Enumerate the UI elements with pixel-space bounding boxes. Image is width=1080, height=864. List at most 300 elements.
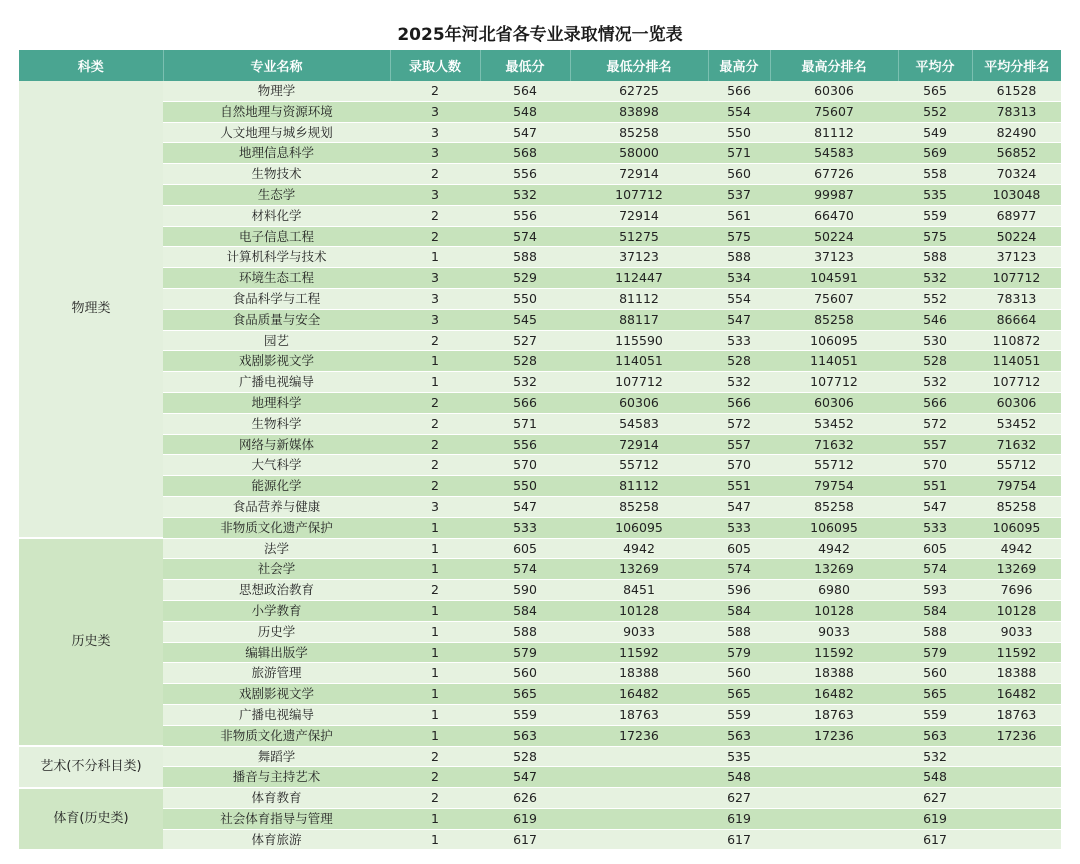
min-rank-cell: 115590 bbox=[570, 330, 708, 351]
max-score-cell: 588 bbox=[708, 247, 770, 268]
admitted-count-cell: 2 bbox=[390, 226, 480, 247]
max-score-cell: 566 bbox=[708, 81, 770, 101]
admitted-count-cell: 2 bbox=[390, 788, 480, 809]
max-score-cell: 533 bbox=[708, 330, 770, 351]
avg-score-cell: 584 bbox=[898, 600, 972, 621]
table-row bbox=[19, 642, 1061, 663]
max-rank-cell: 6980 bbox=[770, 580, 898, 601]
admitted-count-cell: 3 bbox=[390, 143, 480, 164]
min-score-cell: 550 bbox=[480, 476, 570, 497]
avg-score-cell: 549 bbox=[898, 122, 972, 143]
avg-rank-cell: 86664 bbox=[972, 309, 1061, 330]
min-score-cell: 550 bbox=[480, 288, 570, 309]
min-score-cell: 590 bbox=[480, 580, 570, 601]
avg-score-cell: 565 bbox=[898, 81, 972, 101]
major-name-cell: 小学教育 bbox=[163, 600, 390, 621]
major-name-cell: 材料化学 bbox=[163, 205, 390, 226]
admitted-count-cell: 3 bbox=[390, 122, 480, 143]
avg-score-cell: 565 bbox=[898, 684, 972, 705]
major-name-cell: 戏剧影视文学 bbox=[163, 684, 390, 705]
avg-rank-cell: 11592 bbox=[972, 642, 1061, 663]
max-score-cell: 535 bbox=[708, 746, 770, 767]
major-name-cell: 舞蹈学 bbox=[163, 746, 390, 767]
major-name-cell: 食品科学与工程 bbox=[163, 288, 390, 309]
min-rank-cell: 60306 bbox=[570, 392, 708, 413]
min-rank-cell: 11592 bbox=[570, 642, 708, 663]
table-row bbox=[19, 600, 1061, 621]
avg-score-cell: 557 bbox=[898, 434, 972, 455]
min-score-cell: 527 bbox=[480, 330, 570, 351]
major-name-cell: 计算机科学与技术 bbox=[163, 247, 390, 268]
table-row bbox=[19, 330, 1061, 351]
header-admitted-count: 录取人数 bbox=[390, 50, 480, 81]
max-score-cell: 565 bbox=[708, 684, 770, 705]
max-rank-cell: 79754 bbox=[770, 476, 898, 497]
min-rank-cell bbox=[570, 808, 708, 829]
avg-score-cell: 548 bbox=[898, 767, 972, 788]
admitted-count-cell: 2 bbox=[390, 330, 480, 351]
avg-score-cell: 559 bbox=[898, 205, 972, 226]
max-rank-cell: 60306 bbox=[770, 81, 898, 101]
min-rank-cell: 54583 bbox=[570, 413, 708, 434]
major-name-cell: 旅游管理 bbox=[163, 663, 390, 684]
min-score-cell: 528 bbox=[480, 746, 570, 767]
min-score-cell: 532 bbox=[480, 184, 570, 205]
table-row bbox=[19, 746, 1061, 767]
avg-score-cell: 552 bbox=[898, 101, 972, 122]
max-rank-cell bbox=[770, 767, 898, 788]
max-score-cell: 570 bbox=[708, 455, 770, 476]
major-name-cell: 体育教育 bbox=[163, 788, 390, 809]
max-score-cell: 537 bbox=[708, 184, 770, 205]
major-name-cell: 自然地理与资源环境 bbox=[163, 101, 390, 122]
avg-rank-cell: 79754 bbox=[972, 476, 1061, 497]
major-name-cell: 大气科学 bbox=[163, 455, 390, 476]
admitted-count-cell: 1 bbox=[390, 642, 480, 663]
min-score-cell: 584 bbox=[480, 600, 570, 621]
max-rank-cell: 106095 bbox=[770, 330, 898, 351]
table-row bbox=[19, 184, 1061, 205]
min-rank-cell: 18388 bbox=[570, 663, 708, 684]
min-rank-cell: 9033 bbox=[570, 621, 708, 642]
header-min-score: 最低分 bbox=[480, 50, 570, 81]
table-row bbox=[19, 829, 1061, 850]
min-rank-cell: 4942 bbox=[570, 538, 708, 559]
avg-score-cell: 547 bbox=[898, 496, 972, 517]
max-rank-cell: 4942 bbox=[770, 538, 898, 559]
min-rank-cell: 13269 bbox=[570, 559, 708, 580]
avg-rank-cell: 53452 bbox=[972, 413, 1061, 434]
max-score-cell: 547 bbox=[708, 496, 770, 517]
avg-score-cell: 572 bbox=[898, 413, 972, 434]
min-score-cell: 570 bbox=[480, 455, 570, 476]
min-score-cell: 579 bbox=[480, 642, 570, 663]
admitted-count-cell: 3 bbox=[390, 288, 480, 309]
avg-score-cell: 627 bbox=[898, 788, 972, 809]
max-rank-cell: 54583 bbox=[770, 143, 898, 164]
admitted-count-cell: 3 bbox=[390, 268, 480, 289]
admitted-count-cell: 1 bbox=[390, 247, 480, 268]
admitted-count-cell: 2 bbox=[390, 767, 480, 788]
header-max-score: 最高分 bbox=[708, 50, 770, 81]
min-rank-cell: 83898 bbox=[570, 101, 708, 122]
major-name-cell: 食品营养与健康 bbox=[163, 496, 390, 517]
max-score-cell: 619 bbox=[708, 808, 770, 829]
avg-rank-cell: 71632 bbox=[972, 434, 1061, 455]
max-rank-cell: 18388 bbox=[770, 663, 898, 684]
max-score-cell: 560 bbox=[708, 663, 770, 684]
min-score-cell: 605 bbox=[480, 538, 570, 559]
avg-score-cell: 559 bbox=[898, 704, 972, 725]
admitted-count-cell: 2 bbox=[390, 580, 480, 601]
table-row bbox=[19, 434, 1061, 455]
admitted-count-cell: 2 bbox=[390, 205, 480, 226]
admitted-count-cell: 1 bbox=[390, 517, 480, 538]
avg-rank-cell: 82490 bbox=[972, 122, 1061, 143]
avg-score-cell: 588 bbox=[898, 621, 972, 642]
min-rank-cell: 72914 bbox=[570, 205, 708, 226]
admitted-count-cell: 1 bbox=[390, 829, 480, 850]
table-row bbox=[19, 580, 1061, 601]
min-rank-cell: 72914 bbox=[570, 434, 708, 455]
table-row bbox=[19, 704, 1061, 725]
min-rank-cell: 85258 bbox=[570, 122, 708, 143]
min-score-cell: 547 bbox=[480, 122, 570, 143]
table-row bbox=[19, 808, 1061, 829]
table-row bbox=[19, 101, 1061, 122]
min-rank-cell: 114051 bbox=[570, 351, 708, 372]
avg-rank-cell: 110872 bbox=[972, 330, 1061, 351]
min-rank-cell: 51275 bbox=[570, 226, 708, 247]
table-row bbox=[19, 684, 1061, 705]
avg-score-cell: 579 bbox=[898, 642, 972, 663]
max-score-cell: 557 bbox=[708, 434, 770, 455]
admitted-count-cell: 1 bbox=[390, 600, 480, 621]
avg-score-cell: 574 bbox=[898, 559, 972, 580]
avg-score-cell: 593 bbox=[898, 580, 972, 601]
avg-rank-cell: 4942 bbox=[972, 538, 1061, 559]
min-rank-cell bbox=[570, 829, 708, 850]
avg-rank-cell: 114051 bbox=[972, 351, 1061, 372]
table-row bbox=[19, 372, 1061, 393]
header-avg-rank: 平均分排名 bbox=[972, 50, 1061, 81]
max-score-cell: 605 bbox=[708, 538, 770, 559]
min-score-cell: 560 bbox=[480, 663, 570, 684]
max-score-cell: 571 bbox=[708, 143, 770, 164]
admitted-count-cell: 3 bbox=[390, 496, 480, 517]
max-score-cell: 617 bbox=[708, 829, 770, 850]
avg-rank-cell: 18388 bbox=[972, 663, 1061, 684]
max-rank-cell bbox=[770, 788, 898, 809]
avg-rank-cell: 61528 bbox=[972, 81, 1061, 101]
max-rank-cell: 10128 bbox=[770, 600, 898, 621]
avg-score-cell: 546 bbox=[898, 309, 972, 330]
admitted-count-cell: 3 bbox=[390, 309, 480, 330]
avg-rank-cell: 107712 bbox=[972, 268, 1061, 289]
avg-rank-cell: 107712 bbox=[972, 372, 1061, 393]
avg-score-cell: 528 bbox=[898, 351, 972, 372]
min-score-cell: 559 bbox=[480, 704, 570, 725]
max-rank-cell: 67726 bbox=[770, 164, 898, 185]
max-rank-cell: 53452 bbox=[770, 413, 898, 434]
avg-rank-cell bbox=[972, 829, 1061, 850]
min-rank-cell: 112447 bbox=[570, 268, 708, 289]
min-score-cell: 548 bbox=[480, 101, 570, 122]
admitted-count-cell: 1 bbox=[390, 725, 480, 746]
avg-rank-cell: 103048 bbox=[972, 184, 1061, 205]
min-rank-cell: 107712 bbox=[570, 372, 708, 393]
major-name-cell: 非物质文化遗产保护 bbox=[163, 725, 390, 746]
admitted-count-cell: 3 bbox=[390, 184, 480, 205]
major-name-cell: 非物质文化遗产保护 bbox=[163, 517, 390, 538]
avg-rank-cell: 18763 bbox=[972, 704, 1061, 725]
max-rank-cell bbox=[770, 829, 898, 850]
avg-rank-cell: 70324 bbox=[972, 164, 1061, 185]
min-rank-cell: 8451 bbox=[570, 580, 708, 601]
avg-score-cell: 532 bbox=[898, 372, 972, 393]
max-score-cell: 572 bbox=[708, 413, 770, 434]
table-row bbox=[19, 455, 1061, 476]
max-rank-cell: 13269 bbox=[770, 559, 898, 580]
table-row bbox=[19, 559, 1061, 580]
admitted-count-cell: 2 bbox=[390, 81, 480, 101]
min-score-cell: 545 bbox=[480, 309, 570, 330]
major-name-cell: 历史学 bbox=[163, 621, 390, 642]
max-score-cell: 627 bbox=[708, 788, 770, 809]
min-score-cell: 571 bbox=[480, 413, 570, 434]
avg-score-cell: 617 bbox=[898, 829, 972, 850]
min-score-cell: 556 bbox=[480, 434, 570, 455]
avg-score-cell: 560 bbox=[898, 663, 972, 684]
major-name-cell: 能源化学 bbox=[163, 476, 390, 497]
min-score-cell: 568 bbox=[480, 143, 570, 164]
major-name-cell: 编辑出版学 bbox=[163, 642, 390, 663]
min-rank-cell: 16482 bbox=[570, 684, 708, 705]
max-score-cell: 588 bbox=[708, 621, 770, 642]
avg-rank-cell: 17236 bbox=[972, 725, 1061, 746]
max-rank-cell: 9033 bbox=[770, 621, 898, 642]
max-score-cell: 563 bbox=[708, 725, 770, 746]
category-cell: 物理类 bbox=[19, 81, 163, 538]
avg-rank-cell: 37123 bbox=[972, 247, 1061, 268]
table-row bbox=[19, 81, 1061, 101]
avg-rank-cell: 68977 bbox=[972, 205, 1061, 226]
min-score-cell: 556 bbox=[480, 164, 570, 185]
header-avg-score: 平均分 bbox=[898, 50, 972, 81]
max-score-cell: 533 bbox=[708, 517, 770, 538]
avg-score-cell: 570 bbox=[898, 455, 972, 476]
table-row bbox=[19, 663, 1061, 684]
header-major-name: 专业名称 bbox=[163, 50, 390, 81]
max-score-cell: 548 bbox=[708, 767, 770, 788]
major-name-cell: 广播电视编导 bbox=[163, 704, 390, 725]
major-name-cell: 法学 bbox=[163, 538, 390, 559]
max-score-cell: 559 bbox=[708, 704, 770, 725]
min-score-cell: 532 bbox=[480, 372, 570, 393]
max-score-cell: 566 bbox=[708, 392, 770, 413]
min-rank-cell bbox=[570, 767, 708, 788]
min-score-cell: 574 bbox=[480, 226, 570, 247]
max-rank-cell: 17236 bbox=[770, 725, 898, 746]
min-score-cell: 563 bbox=[480, 725, 570, 746]
max-rank-cell bbox=[770, 808, 898, 829]
admitted-count-cell: 1 bbox=[390, 621, 480, 642]
major-name-cell: 地理科学 bbox=[163, 392, 390, 413]
max-score-cell: 596 bbox=[708, 580, 770, 601]
min-score-cell: 529 bbox=[480, 268, 570, 289]
min-score-cell: 533 bbox=[480, 517, 570, 538]
admitted-count-cell: 2 bbox=[390, 476, 480, 497]
table-row bbox=[19, 788, 1061, 809]
header-max-rank: 最高分排名 bbox=[770, 50, 898, 81]
min-rank-cell: 85258 bbox=[570, 496, 708, 517]
max-rank-cell: 104591 bbox=[770, 268, 898, 289]
major-name-cell: 园艺 bbox=[163, 330, 390, 351]
max-rank-cell: 85258 bbox=[770, 496, 898, 517]
avg-score-cell: 530 bbox=[898, 330, 972, 351]
avg-rank-cell: 10128 bbox=[972, 600, 1061, 621]
max-rank-cell: 107712 bbox=[770, 372, 898, 393]
header-category: 科类 bbox=[19, 50, 163, 81]
major-name-cell: 人文地理与城乡规划 bbox=[163, 122, 390, 143]
admitted-count-cell: 1 bbox=[390, 684, 480, 705]
major-name-cell: 播音与主持艺术 bbox=[163, 767, 390, 788]
avg-rank-cell: 106095 bbox=[972, 517, 1061, 538]
max-rank-cell: 75607 bbox=[770, 288, 898, 309]
max-rank-cell: 18763 bbox=[770, 704, 898, 725]
major-name-cell: 生物技术 bbox=[163, 164, 390, 185]
table-row bbox=[19, 517, 1061, 538]
major-name-cell: 生物科学 bbox=[163, 413, 390, 434]
major-name-cell: 环境生态工程 bbox=[163, 268, 390, 289]
admitted-count-cell: 2 bbox=[390, 413, 480, 434]
min-score-cell: 564 bbox=[480, 81, 570, 101]
max-score-cell: 560 bbox=[708, 164, 770, 185]
max-score-cell: 579 bbox=[708, 642, 770, 663]
max-rank-cell: 11592 bbox=[770, 642, 898, 663]
avg-score-cell: 533 bbox=[898, 517, 972, 538]
max-score-cell: 547 bbox=[708, 309, 770, 330]
max-score-cell: 528 bbox=[708, 351, 770, 372]
major-name-cell: 社会学 bbox=[163, 559, 390, 580]
table-row bbox=[19, 268, 1061, 289]
max-score-cell: 561 bbox=[708, 205, 770, 226]
avg-rank-cell: 7696 bbox=[972, 580, 1061, 601]
table-row bbox=[19, 413, 1061, 434]
avg-score-cell: 569 bbox=[898, 143, 972, 164]
major-name-cell: 戏剧影视文学 bbox=[163, 351, 390, 372]
max-score-cell: 550 bbox=[708, 122, 770, 143]
min-rank-cell: 106095 bbox=[570, 517, 708, 538]
avg-score-cell: 588 bbox=[898, 247, 972, 268]
avg-rank-cell: 13269 bbox=[972, 559, 1061, 580]
admitted-count-cell: 2 bbox=[390, 164, 480, 185]
table-row bbox=[19, 205, 1061, 226]
min-rank-cell: 107712 bbox=[570, 184, 708, 205]
avg-score-cell: 575 bbox=[898, 226, 972, 247]
min-score-cell: 565 bbox=[480, 684, 570, 705]
avg-rank-cell: 55712 bbox=[972, 455, 1061, 476]
min-score-cell: 626 bbox=[480, 788, 570, 809]
admitted-count-cell: 1 bbox=[390, 538, 480, 559]
table-row bbox=[19, 309, 1061, 330]
admission-table-container bbox=[19, 0, 1061, 851]
max-score-cell: 554 bbox=[708, 288, 770, 309]
max-rank-cell: 66470 bbox=[770, 205, 898, 226]
admitted-count-cell: 1 bbox=[390, 351, 480, 372]
major-name-cell: 物理学 bbox=[163, 81, 390, 101]
table-row bbox=[19, 226, 1061, 247]
table-row bbox=[19, 392, 1061, 413]
major-name-cell: 电子信息工程 bbox=[163, 226, 390, 247]
max-rank-cell bbox=[770, 746, 898, 767]
max-score-cell: 551 bbox=[708, 476, 770, 497]
avg-score-cell: 532 bbox=[898, 746, 972, 767]
min-score-cell: 556 bbox=[480, 205, 570, 226]
admitted-count-cell: 3 bbox=[390, 101, 480, 122]
table-row bbox=[19, 143, 1061, 164]
major-name-cell: 体育旅游 bbox=[163, 829, 390, 850]
max-rank-cell: 71632 bbox=[770, 434, 898, 455]
min-rank-cell: 72914 bbox=[570, 164, 708, 185]
max-rank-cell: 60306 bbox=[770, 392, 898, 413]
min-rank-cell bbox=[570, 746, 708, 767]
avg-rank-cell bbox=[972, 788, 1061, 809]
max-rank-cell: 55712 bbox=[770, 455, 898, 476]
table-row bbox=[19, 164, 1061, 185]
min-rank-cell: 10128 bbox=[570, 600, 708, 621]
avg-rank-cell bbox=[972, 746, 1061, 767]
avg-score-cell: 563 bbox=[898, 725, 972, 746]
admitted-count-cell: 1 bbox=[390, 704, 480, 725]
table-row bbox=[19, 621, 1061, 642]
max-rank-cell: 16482 bbox=[770, 684, 898, 705]
avg-rank-cell: 9033 bbox=[972, 621, 1061, 642]
table-row bbox=[19, 538, 1061, 559]
max-rank-cell: 50224 bbox=[770, 226, 898, 247]
admitted-count-cell: 2 bbox=[390, 434, 480, 455]
category-cell: 历史类 bbox=[19, 538, 163, 746]
min-rank-cell: 81112 bbox=[570, 288, 708, 309]
max-score-cell: 532 bbox=[708, 372, 770, 393]
min-rank-cell: 81112 bbox=[570, 476, 708, 497]
avg-score-cell: 532 bbox=[898, 268, 972, 289]
min-score-cell: 588 bbox=[480, 621, 570, 642]
table-title: 2025年河北省各专业录取情况一览表 bbox=[397, 25, 683, 45]
min-rank-cell: 88117 bbox=[570, 309, 708, 330]
table-row bbox=[19, 247, 1061, 268]
category-cell: 艺术(不分科目类) bbox=[19, 746, 163, 788]
max-rank-cell: 81112 bbox=[770, 122, 898, 143]
header-min-rank: 最低分排名 bbox=[570, 50, 708, 81]
avg-score-cell: 535 bbox=[898, 184, 972, 205]
admitted-count-cell: 2 bbox=[390, 455, 480, 476]
major-name-cell: 思想政治教育 bbox=[163, 580, 390, 601]
table-row bbox=[19, 725, 1061, 746]
max-rank-cell: 85258 bbox=[770, 309, 898, 330]
admitted-count-cell: 1 bbox=[390, 808, 480, 829]
admitted-count-cell: 2 bbox=[390, 746, 480, 767]
major-name-cell: 网络与新媒体 bbox=[163, 434, 390, 455]
table-body bbox=[19, 81, 1061, 850]
table-row bbox=[19, 767, 1061, 788]
table-row bbox=[19, 122, 1061, 143]
admission-table bbox=[19, 50, 1061, 851]
avg-score-cell: 552 bbox=[898, 288, 972, 309]
min-rank-cell: 55712 bbox=[570, 455, 708, 476]
max-score-cell: 575 bbox=[708, 226, 770, 247]
major-name-cell: 生态学 bbox=[163, 184, 390, 205]
